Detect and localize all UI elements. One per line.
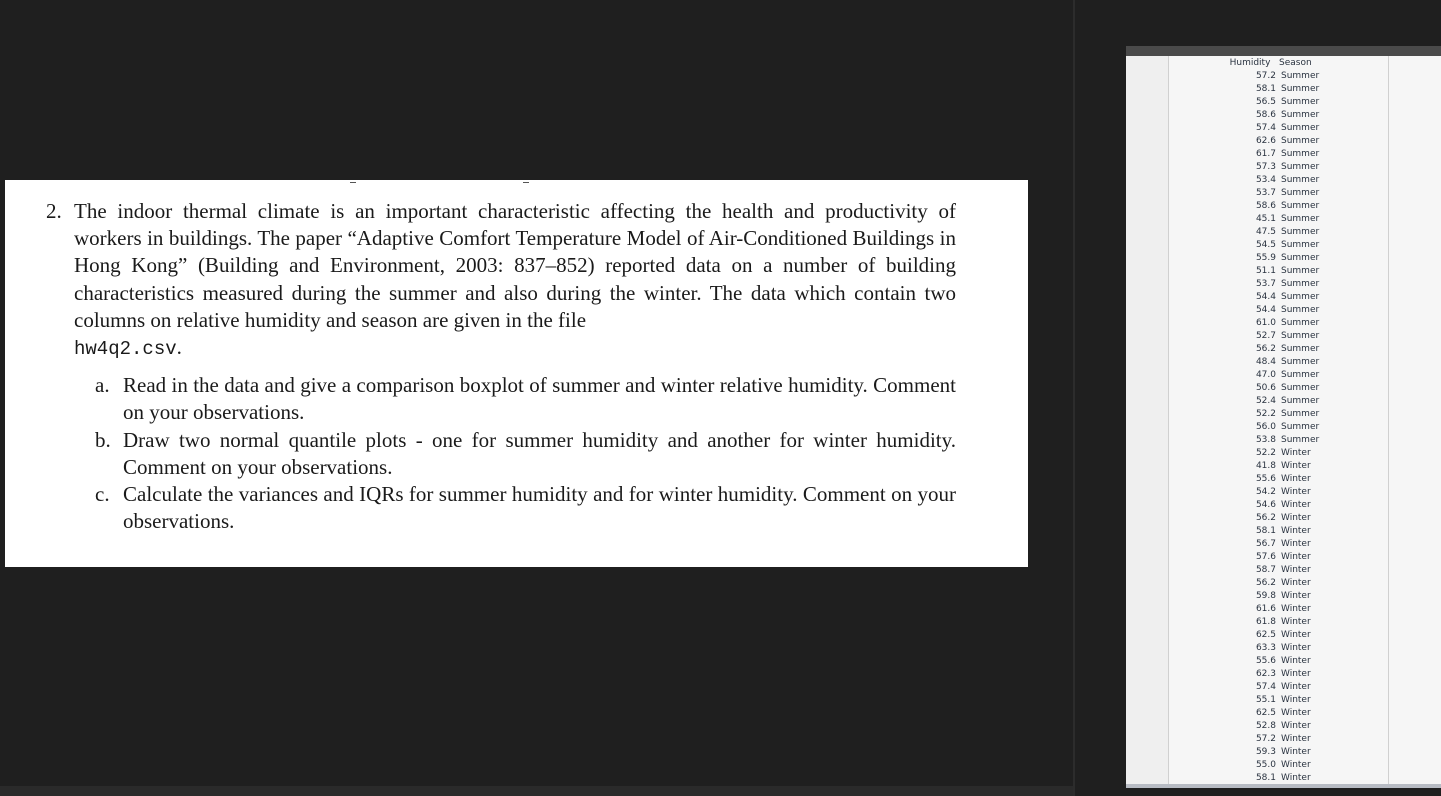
humidity-cell[interactable]: 58.6 [1255, 110, 1276, 120]
row-gutter [1126, 56, 1169, 788]
table-row[interactable] [1226, 382, 1326, 395]
table-row[interactable] [1226, 603, 1326, 616]
table-row[interactable] [1226, 642, 1326, 655]
humidity-cell[interactable]: 57.2 [1255, 71, 1276, 81]
season-cell[interactable]: Winter [1281, 747, 1311, 757]
humidity-cell[interactable]: 61.0 [1255, 318, 1276, 328]
spreadsheet-view[interactable] [1126, 56, 1441, 788]
humidity-cell[interactable]: 52.2 [1255, 448, 1276, 458]
season-cell[interactable]: Summer [1281, 370, 1320, 380]
humidity-cell[interactable]: 55.6 [1255, 474, 1276, 484]
humidity-cell[interactable]: 56.5 [1255, 97, 1276, 107]
season-cell[interactable]: Summer [1281, 409, 1320, 419]
season-cell[interactable]: Winter [1281, 474, 1311, 484]
table-row[interactable] [1226, 174, 1326, 187]
table-row[interactable] [1226, 577, 1326, 590]
humidity-cell[interactable]: 56.2 [1255, 344, 1276, 354]
season-cell[interactable]: Winter [1281, 565, 1311, 575]
part-text: Calculate the variances and IQRs for summer humidity and for winter humidity. Comment on your observations. [123, 482, 956, 534]
season-cell[interactable]: Winter [1281, 461, 1311, 471]
table-row[interactable] [1226, 655, 1326, 668]
humidity-cell[interactable]: 59.3 [1255, 747, 1276, 757]
season-cell[interactable]: Summer [1281, 344, 1320, 354]
season-cell[interactable]: Winter [1281, 552, 1311, 562]
season-cell[interactable]: Winter [1281, 760, 1311, 770]
humidity-cell[interactable]: 58.7 [1255, 565, 1276, 575]
humidity-cell[interactable]: 53.4 [1255, 175, 1276, 185]
problem-body [74, 198, 956, 363]
humidity-cell[interactable]: 47.0 [1255, 370, 1276, 380]
humidity-cell[interactable]: 51.1 [1255, 266, 1276, 276]
table-row[interactable] [1226, 525, 1326, 538]
table-row[interactable] [1226, 668, 1326, 681]
part-label: c. [95, 482, 110, 507]
season-cell[interactable]: Summer [1281, 71, 1320, 81]
sheet-bottom-edge [1126, 784, 1441, 788]
season-cell[interactable]: Winter [1281, 682, 1311, 692]
table-row[interactable] [1226, 538, 1326, 551]
humidity-cell[interactable]: 59.8 [1255, 591, 1276, 601]
table-row[interactable] [1226, 148, 1326, 161]
humidity-cell[interactable]: 62.5 [1255, 630, 1276, 640]
humidity-cell[interactable]: 41.8 [1255, 461, 1276, 471]
season-cell[interactable]: Summer [1281, 435, 1320, 445]
humidity-cell[interactable]: 56.0 [1255, 422, 1276, 432]
season-cell[interactable]: Summer [1281, 227, 1320, 237]
season-cell[interactable]: Summer [1281, 292, 1320, 302]
season-cell[interactable]: Summer [1281, 97, 1320, 107]
csv-table [1226, 57, 1326, 785]
table-row[interactable] [1226, 226, 1326, 239]
humidity-cell[interactable]: 58.1 [1255, 526, 1276, 536]
season-cell[interactable]: Summer [1281, 266, 1320, 276]
humidity-cell[interactable]: 50.6 [1255, 383, 1276, 393]
table-row[interactable] [1226, 460, 1326, 473]
part-text: Draw two normal quantile plots - one for summer humidity and another for winter humidity. Comment on your observations. [123, 427, 956, 479]
problem-number: 2. [46, 199, 62, 223]
season-cell[interactable]: Summer [1281, 318, 1320, 328]
table-row[interactable] [1226, 356, 1326, 369]
table-row[interactable] [1226, 122, 1326, 135]
season-cell[interactable]: Winter [1281, 708, 1311, 718]
bottom-scroll-bar[interactable] [0, 786, 1073, 796]
humidity-cell[interactable]: 56.2 [1255, 513, 1276, 523]
file-name: hw4q2.csv [74, 338, 177, 361]
humidity-cell[interactable]: 53.8 [1255, 435, 1276, 445]
table-row[interactable] [1226, 96, 1326, 109]
problem-text: The indoor thermal climate is an important characteristic affecting the health and productivity of workers in buildings. The paper “Adaptive Comfort Temperature Model of Air-Conditioned Buildings in Hong Kong” (Building and Environment, 2003: 837–852) reported data on a number of building characteristics measured during the summer and also during the winter. The data which contain two columns on relative humidity and season are given in the file [74, 199, 956, 332]
humidity-cell[interactable]: 62.5 [1255, 708, 1276, 718]
humidity-cell[interactable]: 57.4 [1255, 123, 1276, 133]
cropped-previous-line [5, 180, 1028, 183]
part-a [95, 372, 956, 427]
spreadsheet-header-bar [1126, 46, 1441, 56]
humidity-cell[interactable]: 61.7 [1255, 149, 1276, 159]
humidity-cell[interactable]: 54.5 [1255, 240, 1276, 250]
season-cell[interactable]: Winter [1281, 643, 1311, 653]
season-cell[interactable]: Summer [1281, 396, 1320, 406]
table-row[interactable] [1226, 265, 1326, 278]
season-cell[interactable]: Summer [1281, 136, 1320, 146]
season-cell[interactable]: Winter [1281, 604, 1311, 614]
table-row[interactable] [1226, 551, 1326, 564]
season-cell[interactable]: Summer [1281, 305, 1320, 315]
table-row[interactable] [1226, 447, 1326, 460]
season-cell[interactable]: Summer [1281, 201, 1320, 211]
humidity-cell[interactable]: 58.6 [1255, 201, 1276, 211]
part-b [95, 427, 956, 482]
file-name-period: . [176, 335, 182, 360]
humidity-cell[interactable]: 61.8 [1255, 617, 1276, 627]
season-cell[interactable]: Winter [1281, 539, 1311, 549]
part-text: Read in the data and give a comparison boxplot of summer and winter relative humidity. Comment on your observations. [123, 373, 956, 425]
table-row[interactable] [1226, 239, 1326, 252]
table-row[interactable] [1226, 733, 1326, 746]
season-cell[interactable]: Winter [1281, 526, 1311, 536]
header-humidity: Humidity [1229, 58, 1271, 68]
season-cell[interactable]: Winter [1281, 695, 1311, 705]
season-cell[interactable]: Summer [1281, 188, 1320, 198]
table-row[interactable] [1226, 135, 1326, 148]
header-season: Season [1279, 58, 1312, 68]
season-cell[interactable]: Summer [1281, 253, 1320, 263]
humidity-cell[interactable]: 54.4 [1255, 305, 1276, 315]
humidity-cell[interactable]: 52.7 [1255, 331, 1276, 341]
table-row[interactable] [1226, 304, 1326, 317]
part-label: b. [95, 427, 111, 452]
problem-statement [46, 198, 956, 363]
column-border [1388, 56, 1389, 788]
season-cell[interactable]: Winter [1281, 617, 1311, 627]
table-row[interactable] [1226, 161, 1326, 174]
season-cell[interactable]: Summer [1281, 162, 1320, 172]
table-row[interactable] [1226, 213, 1326, 226]
table-row[interactable] [1226, 590, 1326, 603]
pane-divider[interactable] [1073, 0, 1075, 796]
humidity-cell[interactable]: 53.7 [1255, 188, 1276, 198]
season-cell[interactable]: Summer [1281, 214, 1320, 224]
humidity-cell[interactable]: 57.3 [1255, 162, 1276, 172]
humidity-cell[interactable]: 62.6 [1255, 136, 1276, 146]
season-cell[interactable]: Winter [1281, 591, 1311, 601]
season-cell[interactable]: Summer [1281, 422, 1320, 432]
problem-parts [95, 372, 956, 536]
season-cell[interactable]: Winter [1281, 487, 1311, 497]
table-row[interactable] [1226, 499, 1326, 512]
humidity-cell[interactable]: 56.2 [1255, 578, 1276, 588]
table-row[interactable] [1226, 512, 1326, 525]
table-row[interactable] [1226, 616, 1326, 629]
table-row[interactable] [1226, 395, 1326, 408]
season-cell[interactable]: Winter [1281, 630, 1311, 640]
humidity-cell[interactable]: 45.1 [1255, 214, 1276, 224]
table-row[interactable] [1226, 408, 1326, 421]
table-row[interactable] [1226, 421, 1326, 434]
table-row[interactable] [1226, 434, 1326, 447]
humidity-cell[interactable]: 63.3 [1255, 643, 1276, 653]
humidity-cell[interactable]: 58.1 [1255, 84, 1276, 94]
season-cell[interactable]: Winter [1281, 773, 1311, 783]
season-cell[interactable]: Winter [1281, 500, 1311, 510]
humidity-cell[interactable]: 62.3 [1255, 669, 1276, 679]
season-cell[interactable]: Winter [1281, 734, 1311, 744]
humidity-cell[interactable]: 52.4 [1255, 396, 1276, 406]
humidity-cell[interactable]: 52.8 [1255, 721, 1276, 731]
season-cell[interactable]: Winter [1281, 513, 1311, 523]
table-row[interactable] [1226, 187, 1326, 200]
table-row[interactable] [1226, 486, 1326, 499]
humidity-cell[interactable]: 57.4 [1255, 682, 1276, 692]
humidity-cell[interactable]: 48.4 [1255, 357, 1276, 367]
humidity-cell[interactable]: 56.7 [1255, 539, 1276, 549]
table-row[interactable] [1226, 70, 1326, 83]
table-row[interactable] [1226, 278, 1326, 291]
humidity-cell[interactable]: 61.6 [1255, 604, 1276, 614]
season-cell[interactable]: Summer [1281, 240, 1320, 250]
season-cell[interactable]: Summer [1281, 279, 1320, 289]
table-row[interactable] [1226, 369, 1326, 382]
table-row[interactable] [1226, 343, 1326, 356]
part-label: a. [95, 373, 110, 397]
humidity-cell[interactable]: 54.2 [1255, 487, 1276, 497]
table-row[interactable] [1226, 681, 1326, 694]
season-cell[interactable]: Winter [1281, 721, 1311, 731]
season-cell[interactable]: Summer [1281, 357, 1320, 367]
season-cell[interactable]: Winter [1281, 656, 1311, 666]
table-row[interactable] [1226, 83, 1326, 96]
part-c [95, 481, 956, 536]
season-cell[interactable]: Summer [1281, 84, 1320, 94]
season-cell[interactable]: Winter [1281, 578, 1311, 588]
humidity-cell[interactable]: 57.2 [1255, 734, 1276, 744]
season-cell[interactable]: Summer [1281, 149, 1320, 159]
table-header-row [1226, 57, 1326, 70]
season-cell[interactable]: Summer [1281, 110, 1320, 120]
humidity-cell[interactable]: 47.5 [1255, 227, 1276, 237]
table-row[interactable] [1226, 200, 1326, 213]
table-row[interactable] [1226, 109, 1326, 122]
table-row[interactable] [1226, 564, 1326, 577]
humidity-cell[interactable]: 55.1 [1255, 695, 1276, 705]
table-row[interactable] [1226, 473, 1326, 486]
humidity-cell[interactable]: 53.7 [1255, 279, 1276, 289]
table-row[interactable] [1226, 759, 1326, 772]
humidity-cell[interactable]: 55.9 [1255, 253, 1276, 263]
humidity-cell[interactable]: 52.2 [1255, 409, 1276, 419]
humidity-cell[interactable]: 58.1 [1255, 773, 1276, 783]
humidity-cell[interactable]: 57.6 [1255, 552, 1276, 562]
table-row[interactable] [1226, 629, 1326, 642]
table-row[interactable] [1226, 707, 1326, 720]
problem-excerpt [5, 180, 1028, 567]
season-cell[interactable]: Summer [1281, 383, 1320, 393]
season-cell[interactable]: Winter [1281, 448, 1311, 458]
humidity-cell[interactable]: 55.6 [1255, 656, 1276, 666]
season-cell[interactable]: Summer [1281, 331, 1320, 341]
table-row[interactable] [1226, 746, 1326, 759]
season-cell[interactable]: Summer [1281, 123, 1320, 133]
table-row[interactable] [1226, 694, 1326, 707]
season-cell[interactable]: Summer [1281, 175, 1320, 185]
table-row[interactable] [1226, 317, 1326, 330]
humidity-cell[interactable]: 54.4 [1255, 292, 1276, 302]
table-row[interactable] [1226, 330, 1326, 343]
season-cell[interactable]: Winter [1281, 669, 1311, 679]
table-row[interactable] [1226, 720, 1326, 733]
humidity-cell[interactable]: 54.6 [1255, 500, 1276, 510]
humidity-cell[interactable]: 55.0 [1255, 760, 1276, 770]
table-row[interactable] [1226, 291, 1326, 304]
table-row[interactable] [1226, 252, 1326, 265]
